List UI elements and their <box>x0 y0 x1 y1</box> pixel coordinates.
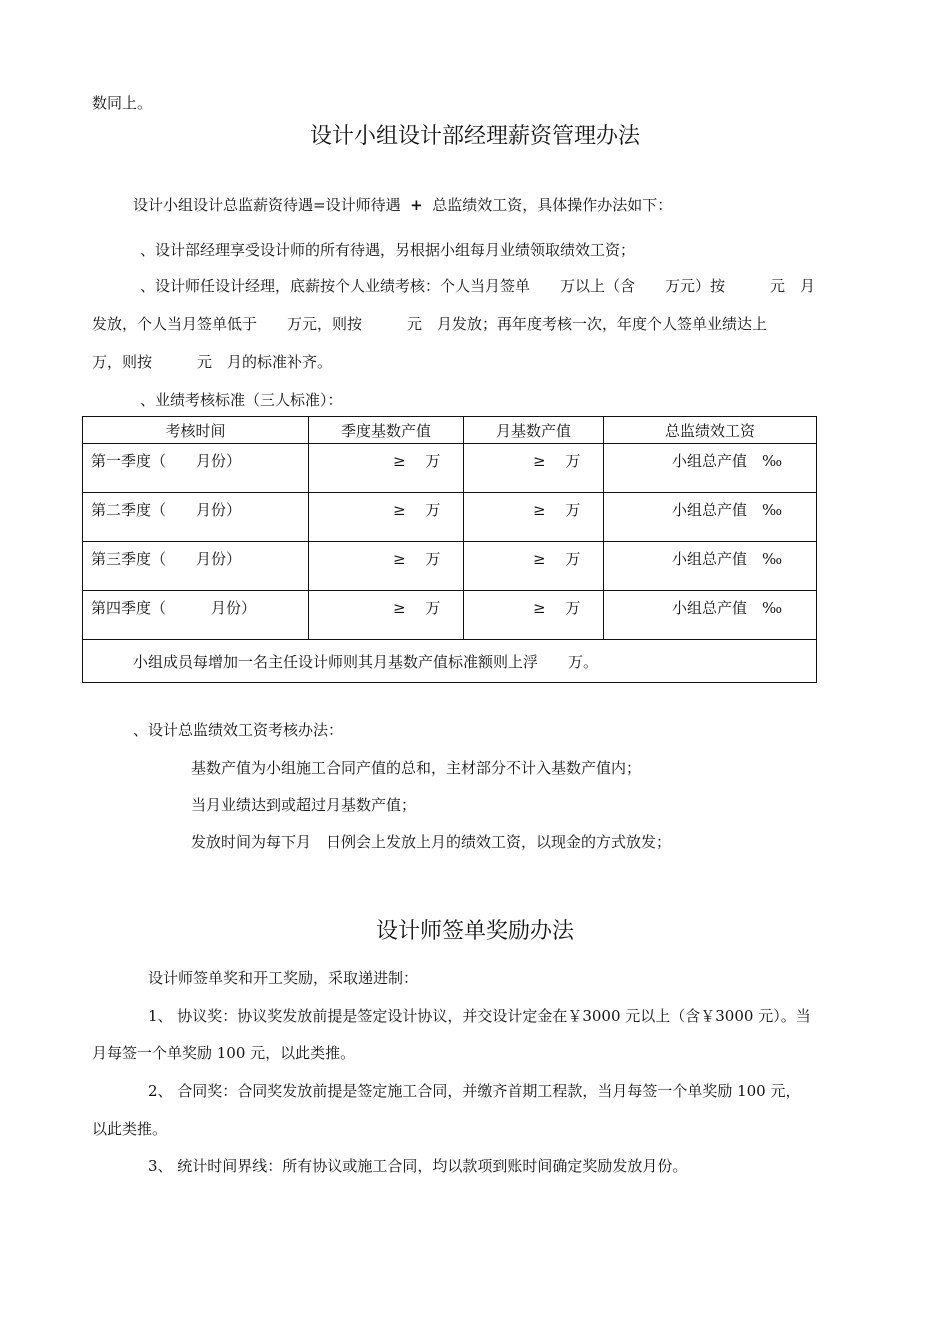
reward-2-line-1: 2、 合同奖：合同奖发放前提是签定施工合同，并缴齐首期工程款，当月每签一个单奖励 100 元， <box>148 1082 801 1100</box>
cell-quarter-base: ≥ 万 <box>309 591 464 640</box>
sub-item-2: 当月业绩达到或超过月基数产值； <box>191 796 417 814</box>
item-4: 、设计总监绩效工资考核办法： <box>133 721 344 739</box>
cell-month-base: ≥ 万 <box>464 493 604 542</box>
cell-bonus: 小组总产值 ‰ <box>604 591 817 640</box>
table-footer-row <box>83 640 817 683</box>
cell-period: 第四季度（ 月份） <box>83 591 309 640</box>
item-1: 、设计部经理享受设计师的所有待遇，另根据小组每月业绩领取绩效工资； <box>140 241 636 259</box>
reward-1-line-2: 月每签一个单奖励 100 元，以此类推。 <box>92 1044 356 1062</box>
reward-3: 3、 统计时间界线：所有协议或施工合同，均以款项到账时间确定奖励发放月份。 <box>148 1157 688 1175</box>
cell-quarter-base: ≥ 万 <box>309 542 464 591</box>
formula-part-b: 总监绩效工资，具体操作办法如下： <box>432 196 673 214</box>
cell-bonus: 小组总产值 ‰ <box>604 493 817 542</box>
cell-month-base: ≥ 万 <box>464 542 604 591</box>
sub-item-3: 发放时间为每下月 日例会上发放上月的绩效工资，以现金的方式放发； <box>191 833 672 851</box>
cell-month-base: ≥ 万 <box>464 444 604 493</box>
section2-intro: 设计师签单奖和开工奖励，采取递进制： <box>148 969 419 987</box>
table-row <box>83 444 817 493</box>
table-row <box>83 542 817 591</box>
header-quarter-base: 季度基数产值 <box>309 417 464 444</box>
cell-bonus: 小组总产值 ‰ <box>604 542 817 591</box>
reward-1-line-1: 1、 协议奖：协议奖发放前提是签定设计协议，并交设计定金在￥3000 元以上（含￥3000 元）。当 <box>148 1007 811 1025</box>
table-row <box>83 493 817 542</box>
formula-part-a: 设计小组设计总监薪资待遇=设计师待遇 <box>133 196 401 214</box>
item-2-line-1: 、设计师任设计经理，底薪按个人业绩考核：个人当月签单 万以上（含 万元）按 元 月 <box>140 277 816 295</box>
salary-formula <box>133 195 672 215</box>
reward-2-line-2: 以此类推。 <box>92 1120 168 1138</box>
cell-period: 第一季度（ 月份） <box>83 444 309 493</box>
table-row <box>83 591 817 640</box>
item-3: 、业绩考核标准（三人标准）： <box>140 391 343 409</box>
table-footer-note: 小组成员每增加一名主任设计师则其月基数产值标准额则上浮 万。 <box>83 640 817 683</box>
table-header-row <box>83 417 817 444</box>
cell-bonus: 小组总产值 ‰ <box>604 444 817 493</box>
sub-item-1: 基数产值为小组施工合同产值的总和，主材部分不计入基数产值内； <box>191 759 642 777</box>
cell-month-base: ≥ 万 <box>464 591 604 640</box>
cell-quarter-base: ≥ 万 <box>309 493 464 542</box>
formula-plus: + <box>410 196 423 214</box>
cell-period: 第三季度（ 月份） <box>83 542 309 591</box>
item-2-line-2: 发放，个人当月签单低于 万元，则按 元 月发放；再年度考核一次，年度个人签单业绩达上 <box>92 315 768 333</box>
item-2-line-3: 万，则按 元 月的标准补齐。 <box>92 353 333 371</box>
section1-title: 设计小组设计部经理薪资管理办法 <box>309 124 640 149</box>
section2-title: 设计师签单奖励办法 <box>375 919 574 944</box>
lead-line: 数同上。 <box>92 94 153 112</box>
header-month-base: 月基数产值 <box>464 417 604 444</box>
cell-period: 第二季度（ 月份） <box>83 493 309 542</box>
performance-table <box>82 416 817 683</box>
header-period: 考核时间 <box>83 417 309 444</box>
header-bonus: 总监绩效工资 <box>604 417 817 444</box>
cell-quarter-base: ≥ 万 <box>309 444 464 493</box>
